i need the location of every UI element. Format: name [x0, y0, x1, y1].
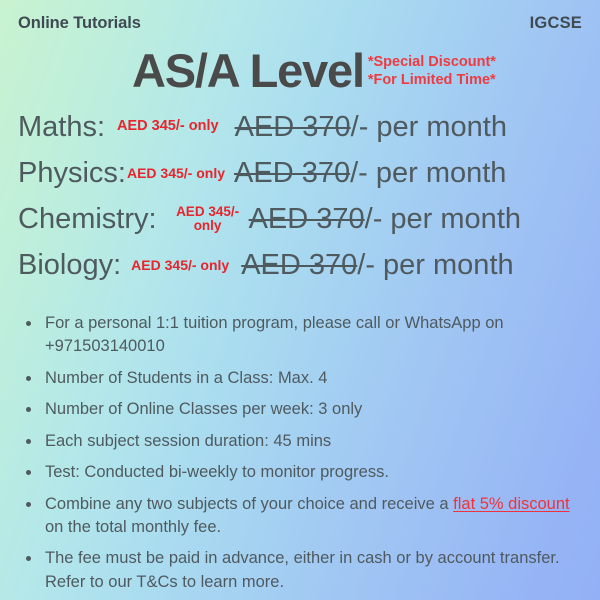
subject-label: Chemistry: — [18, 202, 157, 235]
subject-label: Maths: — [18, 110, 106, 143]
list-item: Each subject session duration: 45 mins — [24, 430, 586, 453]
exam-level-label: IGCSE — [529, 13, 582, 32]
old-price-struck: AED 370 — [234, 110, 351, 143]
promo-line-1: *Special Discount* — [367, 53, 496, 70]
terms-list — [0, 312, 600, 600]
offer-price: AED 345/- only — [126, 164, 226, 181]
subject-label: Physics: — [18, 156, 126, 189]
list-item: The fee must be paid in advance, either in cash or by account transfer. Refer to our T&Cs to learn more. — [24, 547, 586, 594]
list-item-discount — [24, 493, 586, 540]
title-block — [0, 40, 600, 100]
old-price — [241, 248, 514, 281]
price-row-maths — [0, 104, 600, 150]
list-item: Test: Conducted bi-weekly to monitor progress. — [24, 461, 586, 484]
old-price-struck: AED 370 — [234, 156, 351, 189]
subject-label: Biology: — [18, 248, 122, 281]
brand-label: Online Tutorials — [18, 13, 141, 32]
old-price-suffix: /- per month — [350, 156, 507, 189]
pricing-list — [0, 104, 600, 288]
old-price-suffix: /- per month — [364, 202, 521, 235]
list-item: Number of Students in a Class: Max. 4 — [24, 367, 586, 390]
discount-highlight: flat 5% discount — [453, 494, 570, 513]
old-price-suffix: /- per month — [350, 110, 507, 143]
price-row-physics — [0, 150, 600, 196]
promo-badge — [368, 53, 496, 89]
old-price-struck: AED 370 — [241, 248, 358, 281]
old-price — [234, 110, 507, 143]
discount-text-before: Combine any two subjects of your choice and receive a — [45, 494, 454, 513]
offer-price: AED 345/- only — [117, 118, 219, 135]
discount-text-after: on the total monthly fee. — [45, 517, 222, 536]
page-title: AS/A Level — [132, 43, 364, 97]
price-row-biology — [0, 242, 600, 288]
old-price — [248, 202, 521, 235]
offer-price: AED 345/- only — [176, 203, 240, 233]
list-item: For a personal 1:1 tuition program, please call or WhatsApp on +971503140010 — [24, 312, 586, 359]
old-price-struck: AED 370 — [248, 202, 365, 235]
old-price — [234, 156, 507, 189]
old-price-suffix: /- per month — [357, 248, 514, 281]
offer-price: AED 345/- only — [131, 256, 230, 273]
promo-line-2: *For Limited Time* — [367, 72, 496, 88]
price-row-chemistry — [0, 196, 600, 242]
list-item: Number of Online Classes per week: 3 only — [24, 398, 586, 421]
header-bar — [0, 10, 600, 36]
